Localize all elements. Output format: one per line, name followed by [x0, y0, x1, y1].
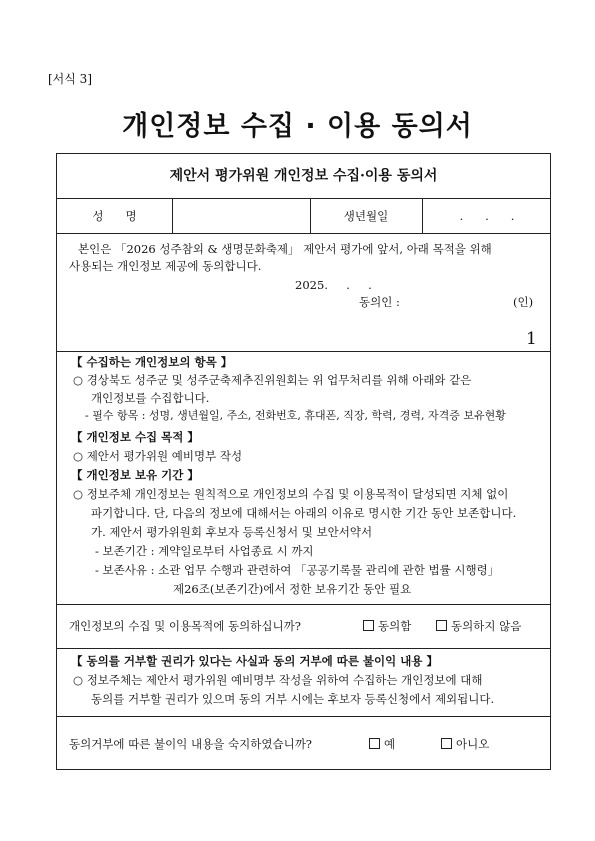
checkbox-icon — [369, 738, 380, 749]
disagree-checkbox[interactable] — [436, 619, 521, 633]
section-heading-purpose: 【 개인정보 수집 목적 】 — [71, 430, 199, 444]
disagree-label: 동의하지 않음 — [451, 619, 522, 633]
signer-label: 동의인 : — [359, 295, 400, 309]
consent-date: 2025. . . — [295, 278, 372, 292]
retention-reason-cont: 제26조(보존기간)에서 정한 보유기간 동안 필요 — [173, 582, 412, 596]
page-number: 1 — [526, 329, 537, 349]
birth-field[interactable]: . . . — [459, 209, 515, 223]
no-label: 아니오 — [456, 737, 490, 751]
checkbox-icon — [441, 738, 452, 749]
name-field[interactable] — [173, 199, 309, 233]
name-label: 성 명 — [92, 209, 137, 223]
consent-statement-line1: 본인은 「2026 성주참외 & 생명문화축제」 제안서 평가에 앞서, 아래 목적을 위해 — [78, 242, 492, 256]
acknowledge-question: 동의거부에 따른 불이익 내용을 숙지하였습니까? — [69, 737, 312, 751]
items-line2: 개인정보를 수집합니다. — [91, 391, 210, 405]
section-heading-items: 【 수집하는 개인정보의 항목 】 — [71, 355, 233, 369]
page-title: 개인정보 수집 · 이용 동의서 — [122, 111, 473, 142]
no-checkbox[interactable] — [441, 737, 489, 751]
form-number-label: [서식 3] — [48, 72, 92, 86]
items-line1: ○ 경상북도 성주군 및 성주군축제추진위원회는 위 업무처리를 위해 아래와 같은 — [73, 373, 472, 387]
retention-line2: 파기합니다. 단, 다음의 정보에 대해서는 아래의 이유로 명시한 기간 동안 보존합니다. — [91, 506, 517, 520]
items-required-list: - 필수 항목 : 성명, 생년월일, 주소, 전화번호, 휴대폰, 직장, 학력, 경력, 자격증 보유현황 — [85, 409, 506, 422]
refusal-line2: 동의를 거부할 권리가 있으며 동의 거부 시에는 후보자 등록신청에서 제외됩니다. — [91, 692, 495, 706]
seal-mark: (인) — [513, 295, 534, 309]
refusal-line1: ○ 정보주체는 제안서 평가위원 예비명부 작성을 위하여 수집하는 개인정보에 대해 — [73, 673, 483, 687]
retention-line3: 가. 제안서 평가위원회 후보자 등록신청서 및 보안서약서 — [91, 525, 373, 539]
table-title: 제안서 평가위원 개인정보 수집·이용 동의서 — [169, 168, 438, 184]
consent-form-table — [56, 153, 551, 770]
agree-checkbox[interactable] — [363, 619, 411, 633]
purpose-line1: ○ 제안서 평가위원 예비명부 작성 — [73, 449, 243, 463]
agree-label: 동의함 — [378, 619, 412, 633]
consent-statement-line2: 사용되는 개인정보 제공에 동의합니다. — [69, 259, 262, 273]
section-heading-retention: 【 개인정보 보유 기간 】 — [71, 468, 199, 482]
checkbox-icon — [363, 620, 374, 631]
checkbox-icon — [436, 620, 447, 631]
section-heading-refusal: 【 동의를 거부할 권리가 있다는 사실과 동의 거부에 따른 불이익 내용 】 — [71, 654, 438, 668]
yes-checkbox[interactable] — [369, 737, 395, 751]
retention-period: - 보존기간 : 계약일로부터 사업종료 시 까지 — [95, 544, 314, 558]
retention-line1: ○ 정보주체 개인정보는 원칙적으로 개인정보의 수집 및 이용목적이 달성되면 지체 없이 — [73, 487, 509, 501]
consent-question: 개인정보의 수집 및 이용목적에 동의하십니까? — [69, 619, 301, 633]
yes-label: 예 — [384, 737, 396, 751]
birth-label: 생년월일 — [343, 209, 389, 223]
retention-reason: - 보존사유 : 소관 업무 수행과 관련하여 「공공기록물 관리에 관한 법률 시행령」 — [95, 563, 500, 577]
